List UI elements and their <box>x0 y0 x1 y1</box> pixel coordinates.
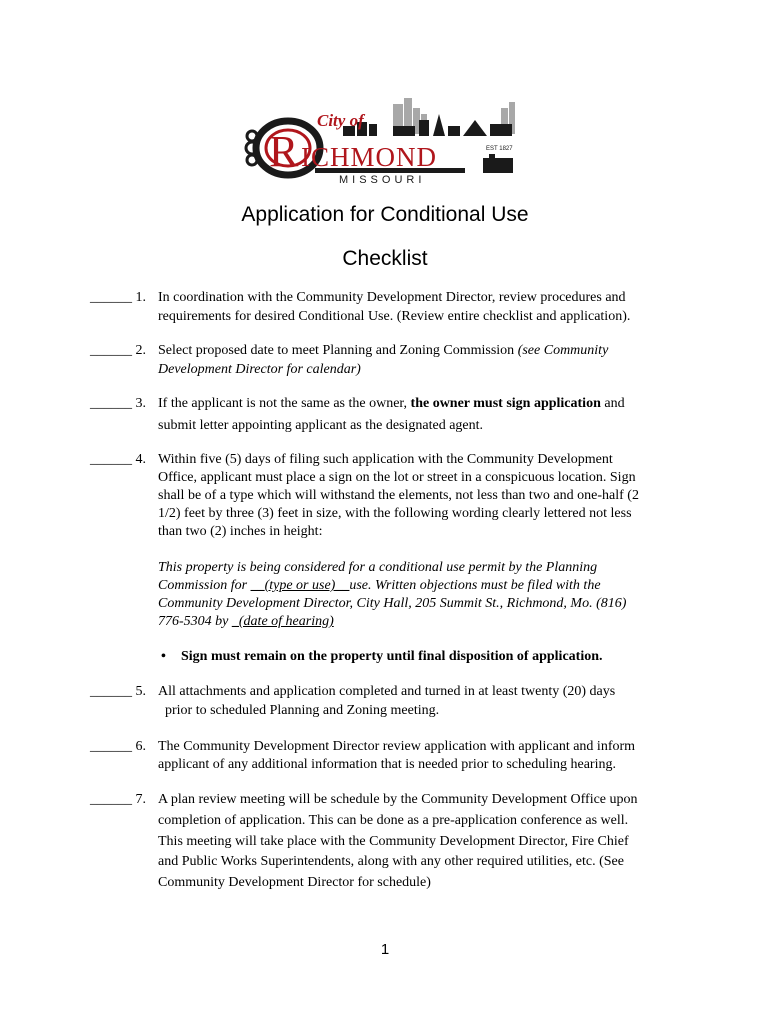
checklist-text-line: 1/2) feet by three (3) feet in size, with the following wording clearly lettered not less <box>158 506 632 521</box>
checklist-text-line: Office, applicant must place a sign on the lot or street in a conspicuous location. Sign <box>158 470 636 485</box>
checklist-text-line: The Community Development Director review application with applicant and inform <box>158 739 636 754</box>
page-number: 1 <box>380 941 390 958</box>
logo-est: EST 1827 <box>486 146 513 152</box>
logo-initial: R <box>269 127 299 176</box>
checklist-text-line: Within five (5) days of filing such application with the Community Development <box>158 452 613 467</box>
sign-wording-text: 776-5304 by <box>158 614 232 629</box>
checklist-text-line: than two (2) inches in height: <box>158 524 323 539</box>
bullet-dot-icon: • <box>161 649 166 664</box>
checklist-blank: ______ 1. <box>90 290 146 305</box>
checklist-text-bold: the owner must sign application <box>410 396 601 411</box>
logo-city-of: City of <box>317 111 364 130</box>
logo-name: ICHMOND <box>301 142 438 172</box>
sign-wording-blank: __(type or use)__ <box>250 578 350 593</box>
document-subtitle: Checklist <box>342 247 428 270</box>
checklist-text: If the applicant is not the same as the owner, <box>158 396 411 411</box>
checklist-text-line <box>158 341 608 360</box>
checklist-text-line: submit letter appointing applicant as the designated agent. <box>158 418 484 433</box>
checklist-text-line: Community Development Director for schedule) <box>158 875 431 890</box>
checklist-blank: ______ 2. <box>90 343 146 358</box>
checklist-blank: ______ 6. <box>90 739 146 754</box>
checklist-text-line: In coordination with the Community Development Director, review procedures and <box>158 290 626 305</box>
checklist-blank: ______ 7. <box>90 792 146 807</box>
sign-wording-line: This property is being considered for a conditional use permit by the Planning <box>158 560 598 575</box>
checklist-blank: ______ 4. <box>90 452 146 467</box>
city-of-richmond-logo <box>243 96 528 186</box>
checklist-text-line: completion of application. This can be done as a pre-application conference as well. <box>158 813 629 828</box>
bullet-text: Sign must remain on the property until final disposition of application. <box>181 649 603 664</box>
checklist-text-line: This meeting will take place with the Community Development Director, Fire Chief <box>158 834 629 849</box>
checklist-text-line: All attachments and application completed and turned in at least twenty (20) days <box>158 684 616 699</box>
checklist-text-italic: (see Community <box>517 343 609 358</box>
checklist-blank: ______ 5. <box>90 684 146 699</box>
sign-wording-line <box>158 612 334 631</box>
checklist-text-line: Development Director for calendar) <box>158 362 361 377</box>
logo-state: MISSOURI <box>339 174 426 186</box>
sign-wording-line: Community Development Director, City Hall, 205 Summit St., Richmond, Mo. (816) <box>158 596 627 611</box>
sign-wording-line <box>158 576 601 595</box>
checklist-text-line <box>158 394 625 413</box>
sign-wording-text: Commission for <box>158 578 251 593</box>
sign-wording-blank: _(date of hearing) <box>231 614 334 629</box>
checklist-text: and <box>600 396 625 411</box>
document-title: Application for Conditional Use <box>241 203 529 226</box>
sign-wording-text: use. Written objections must be filed with the <box>349 578 601 593</box>
checklist-text-line: prior to scheduled Planning and Zoning meeting. <box>165 703 440 718</box>
checklist-text-line: A plan review meeting will be schedule by the Community Development Office upon <box>158 792 638 807</box>
checklist-text: Select proposed date to meet Planning and Zoning Commission <box>158 343 518 358</box>
checklist-blank: ______ 3. <box>90 396 146 411</box>
checklist-text-line: and Public Works Superintendents, along with any other required utilities, etc. (See <box>158 854 624 869</box>
checklist-text-line: shall be of a type which will withstand the elements, not less than two and one-half (2 <box>158 488 639 503</box>
checklist-text-line: requirements for desired Conditional Use. (Review entire checklist and application). <box>158 309 631 324</box>
checklist-text-line: applicant of any additional information that is needed prior to scheduling hearing. <box>158 757 616 772</box>
